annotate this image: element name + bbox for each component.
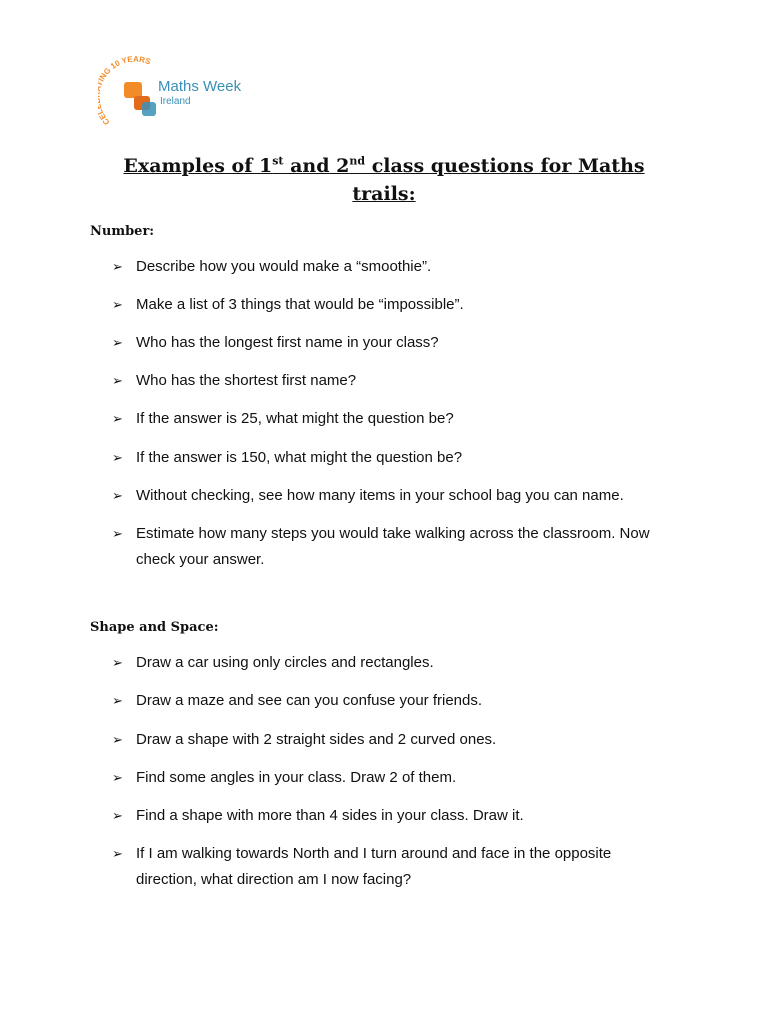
arrow-bullet-icon: ➢ <box>112 808 123 823</box>
list-item: ➢ If I am walking towards North and I turn around and face in the opposite direction, what direction am I now facing? <box>112 841 672 893</box>
page-title: Examples of 1st and 2nd class questions for Maths trails: <box>123 154 645 205</box>
list-item: ➢ Make a list of 3 things that would be “impossible”. <box>112 292 672 318</box>
logo-name: Maths Week <box>158 78 242 95</box>
arrow-bullet-icon: ➢ <box>112 259 123 274</box>
arrow-bullet-icon: ➢ <box>112 526 123 541</box>
list-item: ➢ Draw a maze and see can you confuse your friends. <box>112 688 672 714</box>
section-heading-number: Number: <box>90 224 155 239</box>
list-item: ➢ Who has the shortest first name? <box>112 368 672 394</box>
logo-arc-text: CE NG 10 YEARS <box>98 54 152 127</box>
arrow-bullet-icon: ➢ <box>112 693 123 708</box>
list-item: ➢ Find a shape with more than 4 sides in your class. Draw it. <box>112 803 672 829</box>
list-item: ➢ Without checking, see how many items in your school bag you can name. <box>112 483 672 509</box>
arrow-bullet-icon: ➢ <box>112 335 123 350</box>
list-item: ➢ Draw a car using only circles and rectangles. <box>112 650 672 676</box>
arrow-bullet-icon: ➢ <box>112 770 123 785</box>
arrow-bullet-icon: ➢ <box>112 655 123 670</box>
arrow-bullet-icon: ➢ <box>112 732 123 747</box>
list-item: ➢ If the answer is 25, what might the question be? <box>112 406 672 432</box>
maths-week-ireland-logo <box>98 52 258 132</box>
arrow-bullet-icon: ➢ <box>112 846 123 861</box>
list-item: ➢ Find some angles in your class. Draw 2 of them. <box>112 765 672 791</box>
arrow-bullet-icon: ➢ <box>112 488 123 503</box>
list-item: ➢ If the answer is 150, what might the question be? <box>112 445 672 471</box>
list-item: ➢ Draw a shape with 2 straight sides and 2 curved ones. <box>112 727 672 753</box>
arrow-bullet-icon: ➢ <box>112 297 123 312</box>
list-item: ➢ Estimate how many steps you would take walking across the classroom. Now check your answer. <box>112 521 672 573</box>
arrow-bullet-icon: ➢ <box>112 411 123 426</box>
logo-sub: Ireland <box>160 96 191 107</box>
arrow-bullet-icon: ➢ <box>112 373 123 388</box>
section-heading-shape-space: Shape and Space: <box>90 620 219 635</box>
arrow-bullet-icon: ➢ <box>112 450 123 465</box>
list-item: ➢ Who has the longest first name in your class? <box>112 330 672 356</box>
list-item: ➢ Describe how you would make a “smoothie”. <box>112 254 672 280</box>
